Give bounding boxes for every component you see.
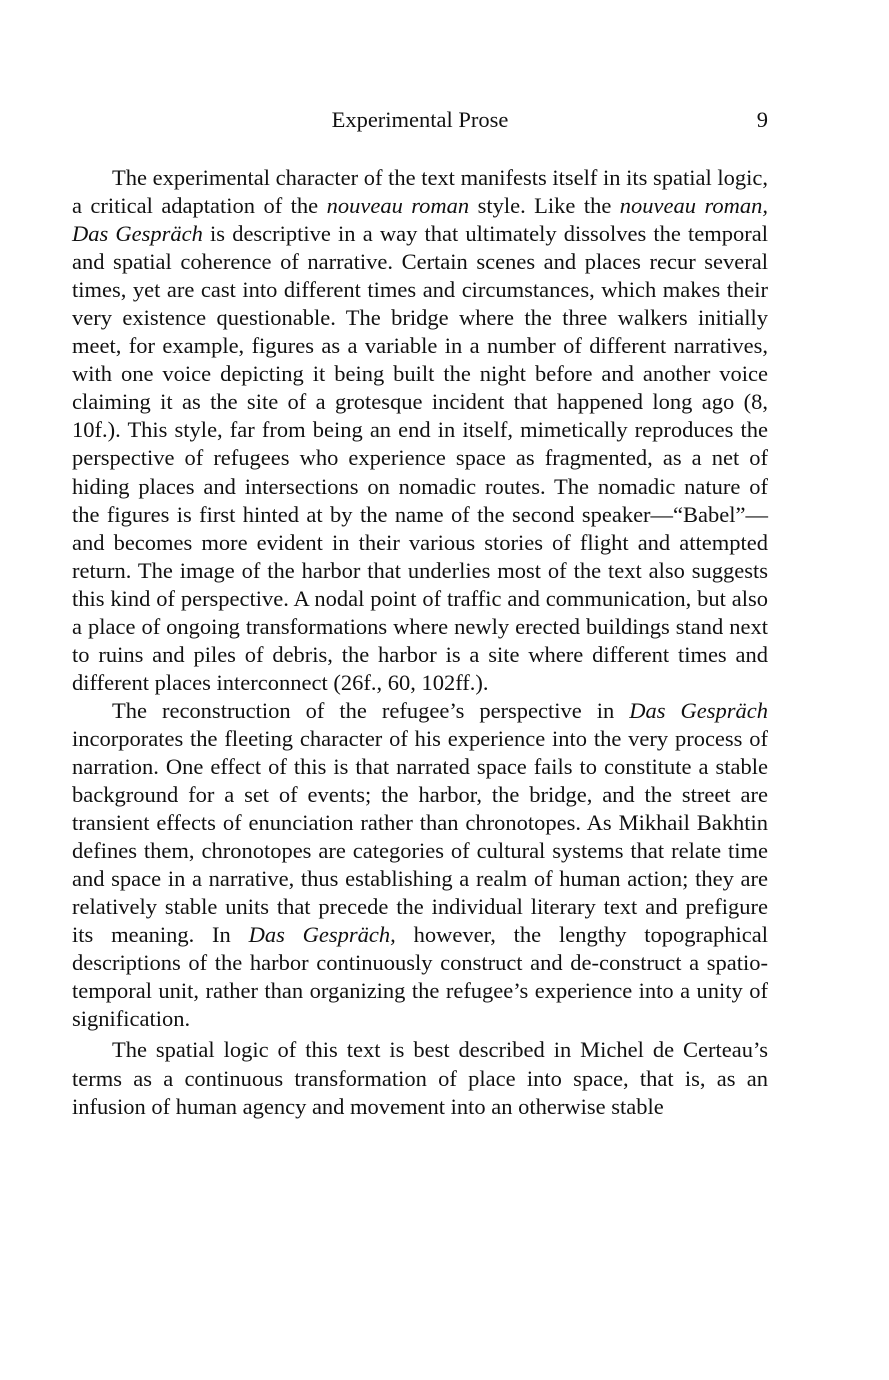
- body-text: [72, 164, 768, 1121]
- paragraph-2-text-b: incorporates the fleeting character of his experience into the very process of narration. One effect of this is that narrated space fails to constitute a stable background for a set of events; the harbor, the bridge, and the street are transient effects of enunciation rather than chronotopes. As Mikhail Bakhtin defines them, chronotopes are categories of cultural systems that relate time and space in a narrative, thus establishing a realm of human action; they are relatively stable units that precede the individual literary text and prefigure its meaning. In: [72, 725, 768, 948]
- paragraph-2-italic-title-b: Das Gespräch,: [248, 922, 396, 948]
- running-head: [72, 103, 768, 137]
- paragraph-3-text-a: The spatial logic of this text is best described in Michel de Certeau’s terms as a continuous transformation of place into space, that is, as an infusion of human agency and movement into an otherwise stable: [72, 1037, 768, 1119]
- paragraph-1-text-b: style. Like the: [469, 193, 620, 219]
- paragraph-2: [72, 697, 768, 1034]
- paragraph-1: [72, 164, 768, 697]
- paragraph-1-text-a: The experimental character of the text manifests itself in its spatial logic, a critical adaptation of the: [72, 165, 769, 219]
- paragraph-2-italic-title-a: Das Gespräch: [629, 697, 768, 723]
- paragraph-2-text-c: however, the lengthy topographical descriptions of the harbor continuously construct and de-construct a spatio-temporal unit, rather than organizing the refugee’s experience into a unity of signification.: [72, 922, 768, 1032]
- paragraph-2-text-a: The reconstruction of the refugee’s perspective in: [112, 697, 630, 723]
- paragraph-1-italic-title: nouveau roman, Das Gespräch: [72, 193, 769, 247]
- paragraph-3: [72, 1036, 768, 1120]
- paragraph-1-italic-nouveau-roman: nouveau roman: [326, 193, 470, 219]
- page-number: 9: [756, 107, 768, 132]
- paragraph-1-text-c: is descriptive in a way that ultimately dissolves the temporal and spatial coherence of narrative. Certain scenes and places recur several times, yet are cast into different times and circumstances, which makes their very existence questionable. The bridge where the three walkers initially meet, for example, figures as a variable in a number of different narratives, with one voice depicting it being built the night before and another voice claiming it as the site of a grotesque incident that happened long ago (8, 10f.). This style, far from being an end in itself, mimetically reproduces the perspective of refugees who experience space as fragmented, as a net of hiding places and intersections on nomadic routes. The nomadic nature of the figures is first hinted at by the name of the second speaker—“Babel”—and becomes more evident in their various stories of flight and attempted return. The image of the harbor that underlies most of the text also suggests this kind of perspective. A nodal point of traffic and communication, but also a place of ongoing transformations where newly erected buildings stand next to ruins and piles of debris, the harbor is a site where different times and different places interconnect (26f., 60, 102ff.).: [72, 221, 768, 695]
- running-title: Experimental Prose: [331, 107, 509, 132]
